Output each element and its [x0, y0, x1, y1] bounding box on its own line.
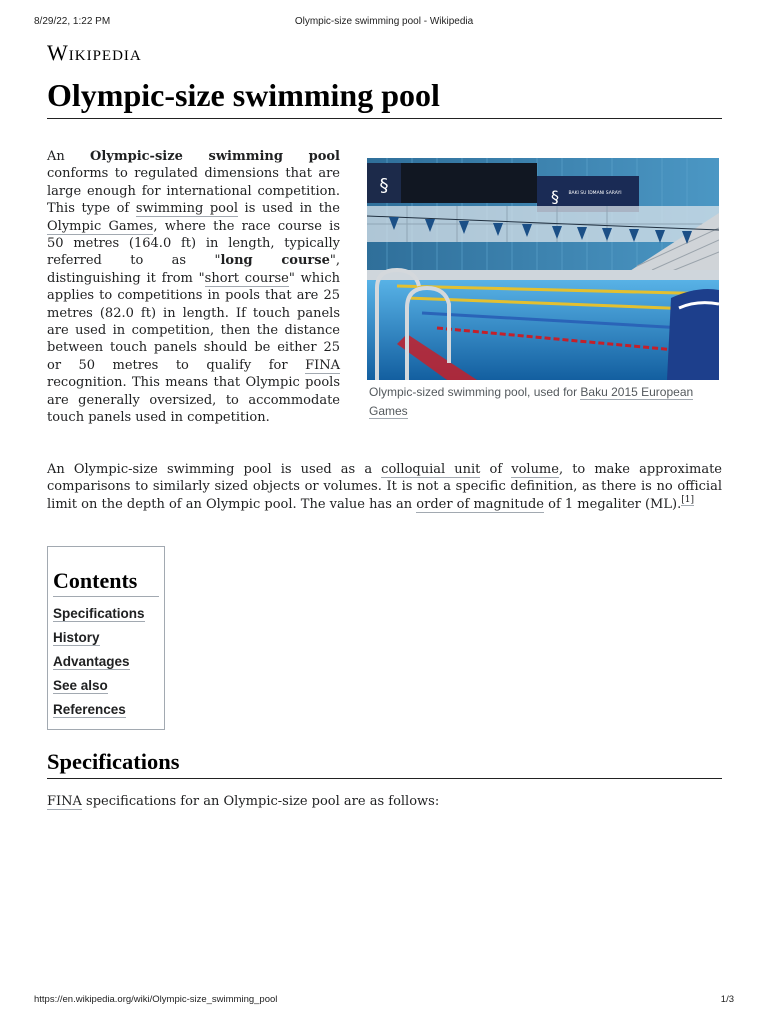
svg-text:BAKI SU İDMANI SARAYI: BAKI SU İDMANI SARAYI: [568, 191, 622, 196]
specifications-paragraph: [47, 793, 722, 810]
print-datetime: 8/29/22, 1:22 PM: [34, 16, 111, 27]
link-baku-2015[interactable]: Baku 2015 European Games: [369, 385, 694, 418]
wikipedia-logo[interactable]: Wikipedia: [47, 40, 142, 65]
lead-text: is used in the: [237, 201, 340, 217]
pool-figure: [367, 158, 719, 421]
toc-item-history[interactable]: History: [53, 630, 100, 645]
para-text: An Olympic-size swimming pool is used as a: [47, 462, 382, 477]
link-colloquial-unit[interactable]: colloquial unit: [381, 462, 481, 477]
reference-link[interactable]: [1]: [681, 495, 694, 506]
svg-text:§: §: [379, 175, 389, 196]
link-fina[interactable]: FINA: [305, 357, 340, 373]
lead-text: conforms to regulated dimensions that are large enough for international competition. This type of: [47, 166, 340, 217]
figure-caption: [367, 383, 719, 421]
caption-text: Olympic-sized swimming pool, used for: [369, 385, 581, 399]
toc-item-see-also[interactable]: See also: [53, 678, 108, 693]
lead-paragraph: [47, 148, 340, 427]
toc-item-advantages[interactable]: Advantages: [53, 654, 130, 669]
lead-text: An: [47, 149, 91, 164]
link-volume[interactable]: volume: [511, 462, 559, 477]
print-page-number: 1/3: [720, 994, 734, 1005]
link-order-of-magnitude[interactable]: order of magnitude: [416, 496, 544, 512]
lead-bold-long-course: long course: [220, 253, 330, 269]
page-title: Olympic-size swimming pool: [47, 74, 722, 119]
lead-text: recognition. This means that Olympic pools are generally oversized, to accommodate touch panels used in competition.: [47, 375, 340, 426]
lead-bold-title: Olympic-size swimming pool: [90, 149, 340, 164]
svg-text:§: §: [551, 187, 559, 206]
section-heading-specifications: Specifications: [47, 748, 722, 779]
toc-item-references[interactable]: References: [53, 702, 126, 717]
paragraph-colloquial-unit: [47, 461, 722, 513]
para-text: of: [480, 462, 512, 477]
lead-text: , where the race course is 50 metres (164.0 ft) in length, typically referred to as ": [47, 218, 340, 269]
specifications-text: specifications for an Olympic-size pool are as follows:: [81, 794, 440, 809]
lead-text: ", distinguishing it from ": [47, 253, 340, 286]
para-text: , to make approximate comparisons to similarly sized objects or volumes. It is not a specific definition, as there is no official limit on the depth of an Olympic pool. The value has an: [47, 462, 722, 512]
toc-title: Contents: [53, 567, 159, 597]
pool-photo[interactable]: [367, 158, 719, 380]
lead-text: " which applies to competitions in pools that are 25 metres (82.0 ft) in length. If touch panels are used in competition, then the distance between touch panels should be either 25 or 50 metres to qualify for: [47, 270, 340, 373]
print-page-title: Olympic-size swimming pool - Wikipedia: [294, 16, 474, 27]
link-swimming-pool[interactable]: swimming pool: [135, 201, 238, 217]
table-of-contents: [47, 546, 165, 730]
print-url: https://en.wikipedia.org/wiki/Olympic-size_swimming_pool: [34, 994, 278, 1005]
link-olympic-games[interactable]: Olympic Games: [47, 218, 154, 234]
link-fina-specs[interactable]: FINA: [47, 794, 82, 809]
link-short-course[interactable]: short course: [204, 270, 289, 286]
para-text: of 1 megaliter (ML).: [544, 496, 682, 512]
toc-item-specifications[interactable]: Specifications: [53, 606, 145, 621]
